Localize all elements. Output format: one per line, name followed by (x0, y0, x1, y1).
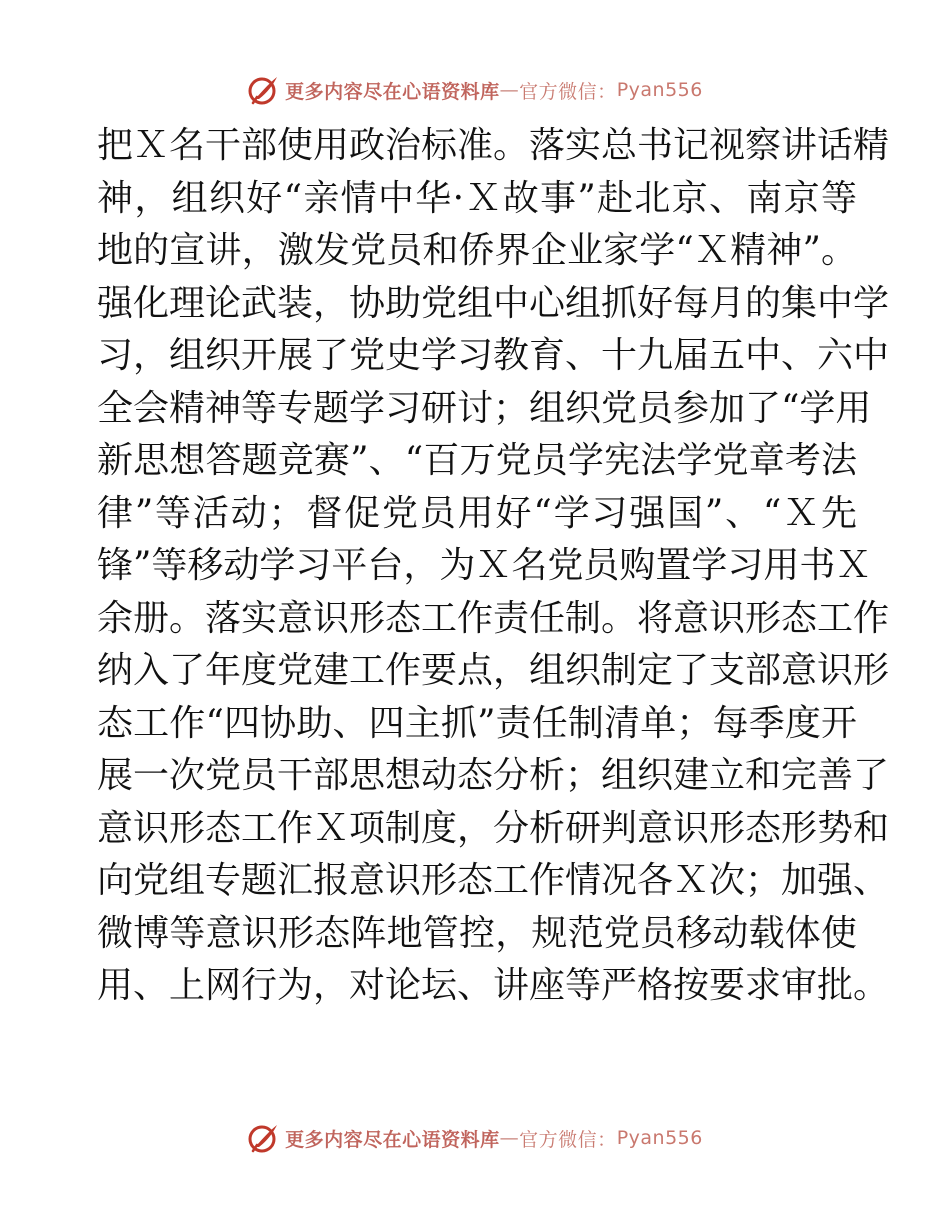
text-line: 展一次党员干部思想动态分析；组织建立和完善了 (97, 755, 890, 796)
text-line: 向党组专题汇报意识形态工作情况各Ｘ次；加强、 (97, 860, 890, 901)
body-paragraph (97, 120, 890, 1013)
text-line: 纳入了年度党建工作要点，组织制定了支部意识形 (97, 650, 890, 691)
text-line: 余册。落实意识形态工作责任制。将意识形态工作 (97, 597, 890, 639)
quill-logo-icon (247, 1121, 281, 1155)
footer-dash: — (499, 1127, 520, 1149)
text-line: 锋”等移动学习平台，为Ｘ名党员购置学习用书Ｘ (97, 545, 872, 586)
footer-watermark (0, 1118, 950, 1158)
footer-account: Pyan556 (616, 1127, 703, 1149)
text-line: 习，组织开展了党史学习教育、十九届五中、六中 (97, 335, 890, 376)
text-line: 神，组织好“亲情中华·Ｘ故事”赴北京、南京等 (97, 177, 857, 219)
text-line: 地的宣讲，激发党员和侨界企业家学“Ｘ精神”。 (97, 230, 857, 271)
text-line: 全会精神等专题学习研讨；组织党员参加了“学用 (97, 387, 872, 429)
text-line: 把Ｘ名干部使用政治标准。落实总书记视察讲话精 (97, 125, 890, 166)
header-watermark (0, 70, 950, 110)
text-line: 态工作“四协助、四主抓”责任制清单；每季度开 (97, 702, 857, 744)
quill-logo-icon (247, 73, 281, 107)
header-wechat-label: 官方微信： (519, 80, 617, 103)
footer-wechat-label: 官方微信： (519, 1128, 617, 1151)
header-dash: — (499, 79, 520, 101)
text-line: 微博等意识形态阵地管控，规范党员移动载体使 (97, 912, 857, 954)
text-line: 律”等活动；督促党员用好“学习强国”、“Ｘ先 (97, 492, 857, 534)
header-account: Pyan556 (616, 79, 703, 101)
text-line: 强化理论武装，协助党组中心组抓好每月的集中学 (97, 282, 890, 324)
text-line: 新思想答题竞赛”、“百万党员学宪法学党章考法 (97, 440, 857, 481)
header-brand-text: 更多内容尽在心语资料库 (285, 80, 500, 103)
footer-brand-text: 更多内容尽在心语资料库 (285, 1128, 500, 1151)
text-line: 用、上网行为，对论坛、讲座等严格按要求审批。 (97, 965, 890, 1006)
text-line: 意识形态工作Ｘ项制度，分析研判意识形态形势和 (97, 807, 890, 849)
